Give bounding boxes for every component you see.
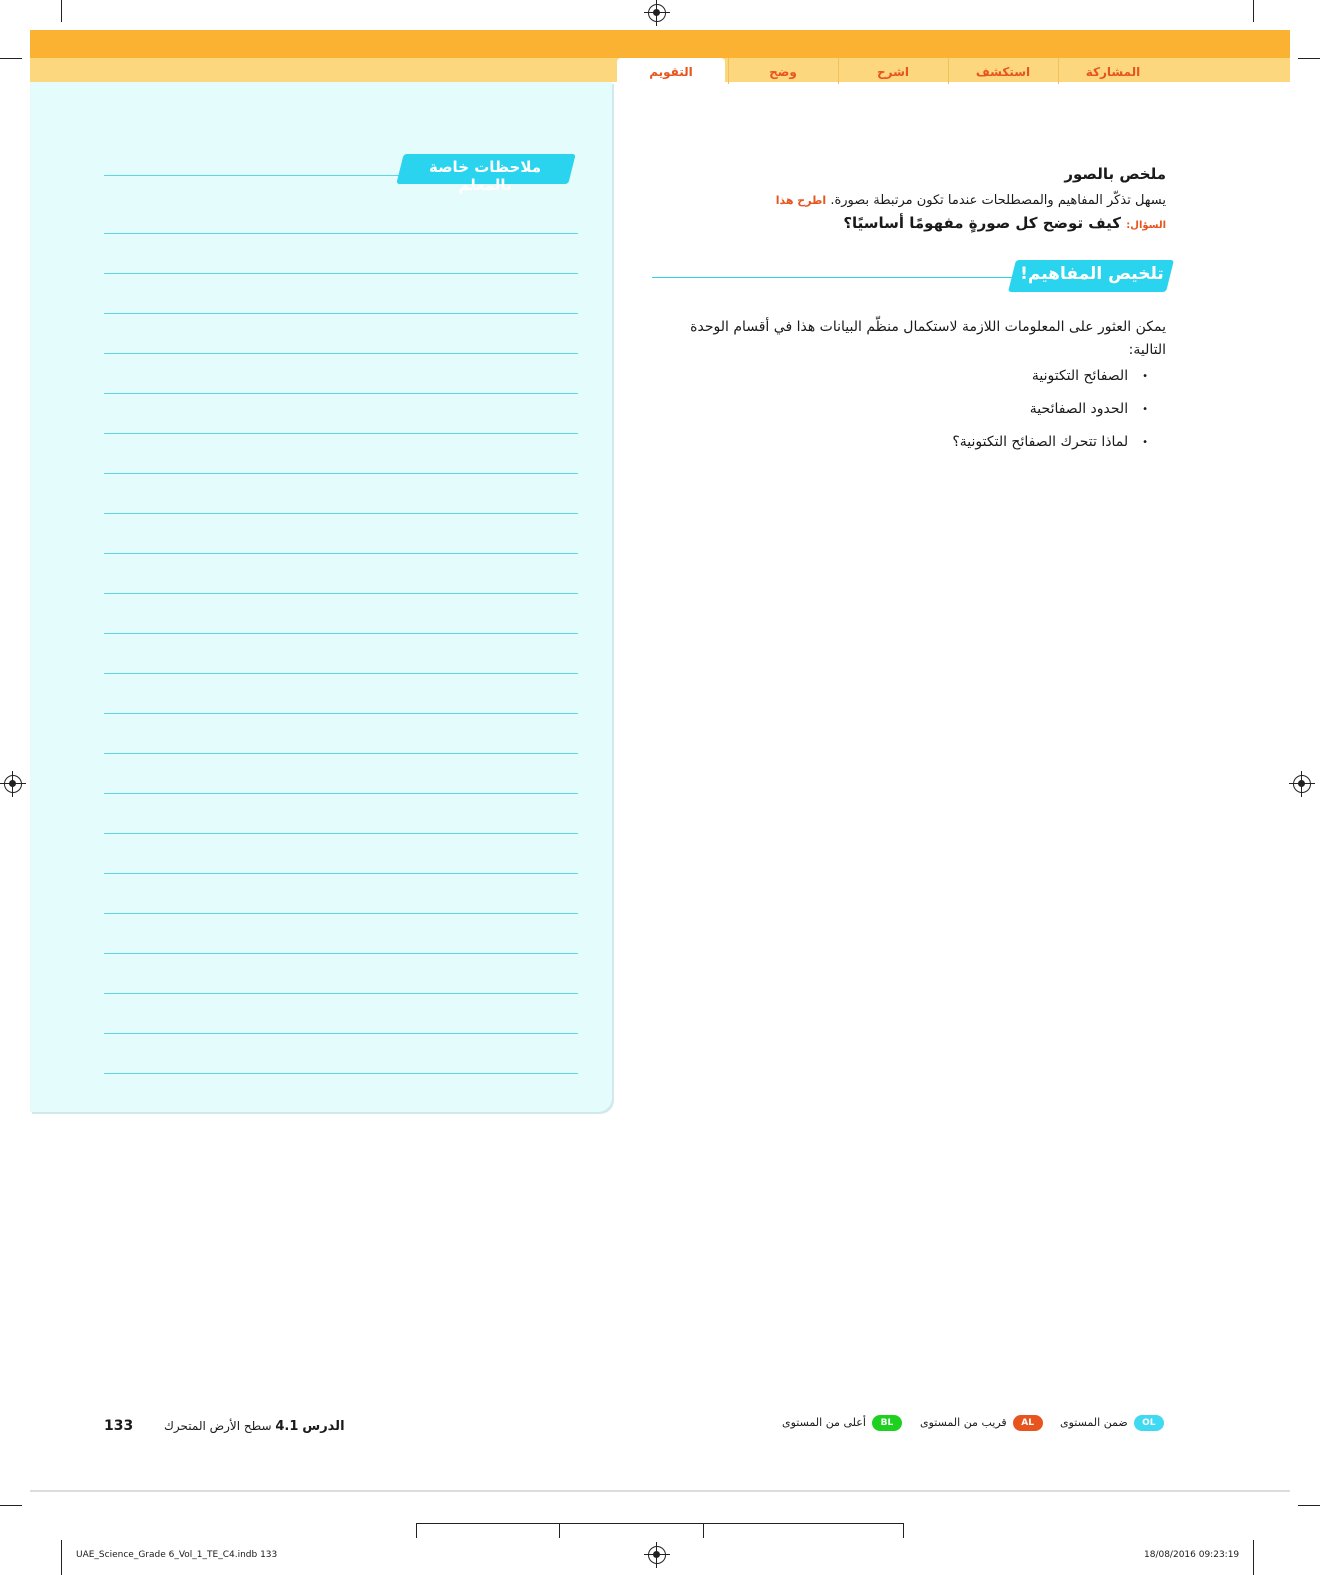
intro-paragraph: يمكن العثور على المعلومات اللازمة لاستكمال منظّم البيانات هذا في أقسام الوحدة التالية: — [690, 319, 1166, 358]
note-line — [104, 833, 578, 834]
note-line — [104, 713, 578, 714]
crop-mark — [1298, 1505, 1320, 1506]
lesson-label: الدرس — [302, 1419, 345, 1434]
tab-explain[interactable]: اشرح — [838, 58, 947, 84]
crop-mark — [1298, 58, 1320, 59]
registration-mark-icon — [4, 775, 22, 793]
note-line — [104, 633, 578, 634]
lesson-reference — [164, 1419, 345, 1434]
question-label: السؤال: — [1126, 220, 1166, 231]
list-item — [952, 434, 1148, 450]
section-title: ملخص بالصور — [1064, 165, 1166, 183]
note-line — [104, 873, 578, 874]
crop-mark — [0, 58, 22, 59]
description-text: يسهل تذكّر المفاهيم والمصطلحات عندما تكون مرتبطة بصورة. — [830, 193, 1166, 208]
teacher-notes-panel — [30, 82, 612, 1112]
bullet-icon: • — [1142, 403, 1148, 415]
note-line — [104, 393, 578, 394]
description — [706, 193, 1166, 208]
level-text: ضمن المستوى — [1060, 1416, 1128, 1429]
level-badge: OL — [1134, 1415, 1164, 1431]
question-text: كيف توضح كل صورةٍ مفهومًا أساسيًا؟ — [843, 214, 1122, 232]
note-line — [104, 953, 578, 954]
crop-mark — [61, 1540, 62, 1575]
lesson-title: سطح الأرض المتحرك — [164, 1419, 272, 1433]
note-line — [104, 513, 578, 514]
note-line — [104, 273, 578, 274]
page-number: 133 — [104, 1418, 134, 1434]
note-line — [104, 353, 578, 354]
header-band — [30, 30, 1290, 58]
note-line — [104, 673, 578, 674]
crop-mark — [0, 1505, 22, 1506]
level-on-level — [1060, 1415, 1164, 1433]
note-line — [104, 1073, 578, 1074]
note-line — [104, 793, 578, 794]
bullet-icon: • — [1142, 436, 1148, 448]
level-badge: BL — [872, 1415, 902, 1431]
level-text: قريب من المستوى — [920, 1416, 1007, 1429]
description-tag: اطرح هذا — [775, 194, 827, 207]
concept-banner-title: تلخيص المفاهيم! — [1020, 264, 1164, 284]
bullet-icon: • — [1142, 370, 1148, 382]
note-line — [104, 593, 578, 594]
level-text: أعلى من المستوى — [782, 1416, 866, 1429]
note-line — [104, 473, 578, 474]
note-line — [104, 175, 404, 176]
notes-banner — [400, 150, 570, 194]
note-line — [104, 913, 578, 914]
note-line — [104, 233, 578, 234]
page-bottom-rule — [30, 1490, 1290, 1492]
registration-mark-icon — [1293, 775, 1311, 793]
slug-date: 18/08/2016 09:23:19 — [1144, 1550, 1240, 1560]
slug-box — [416, 1523, 904, 1538]
level-badge: AL — [1013, 1415, 1043, 1431]
tab-elaborate[interactable]: وضح — [728, 58, 837, 84]
tab-explore[interactable]: استكشف — [948, 58, 1057, 84]
note-line — [104, 553, 578, 554]
slug-filename: UAE_Science_Grade 6_Vol_1_TE_C4.indb 133 — [76, 1550, 278, 1560]
note-line — [104, 433, 578, 434]
tab-engage[interactable]: المشاركة — [1058, 58, 1167, 84]
list-item-text: الحدود الصفائحية — [1029, 401, 1129, 417]
notes-title: ملاحظات خاصة بالمعلم — [428, 158, 542, 194]
concept-banner — [1012, 258, 1172, 298]
question — [706, 214, 1166, 232]
note-line — [104, 993, 578, 994]
crop-mark — [61, 0, 62, 22]
lesson-number: 4.1 — [275, 1419, 299, 1434]
note-line — [104, 753, 578, 754]
crop-mark — [1253, 0, 1254, 22]
list-item — [1030, 401, 1148, 417]
note-line — [104, 313, 578, 314]
level-approaching — [920, 1415, 1043, 1433]
list-item-text: لماذا تتحرك الصفائح التكتونية؟ — [952, 434, 1129, 450]
registration-mark-icon — [648, 4, 666, 22]
list-item-text: الصفائح التكتونية — [1031, 368, 1129, 384]
tab-evaluate[interactable]: التقويم — [617, 58, 725, 84]
note-line — [104, 1033, 578, 1034]
level-beyond — [782, 1415, 902, 1433]
registration-mark-icon — [648, 1546, 666, 1564]
concept-rule — [652, 277, 1022, 278]
list-item — [1032, 368, 1148, 384]
crop-mark — [1253, 1540, 1254, 1575]
